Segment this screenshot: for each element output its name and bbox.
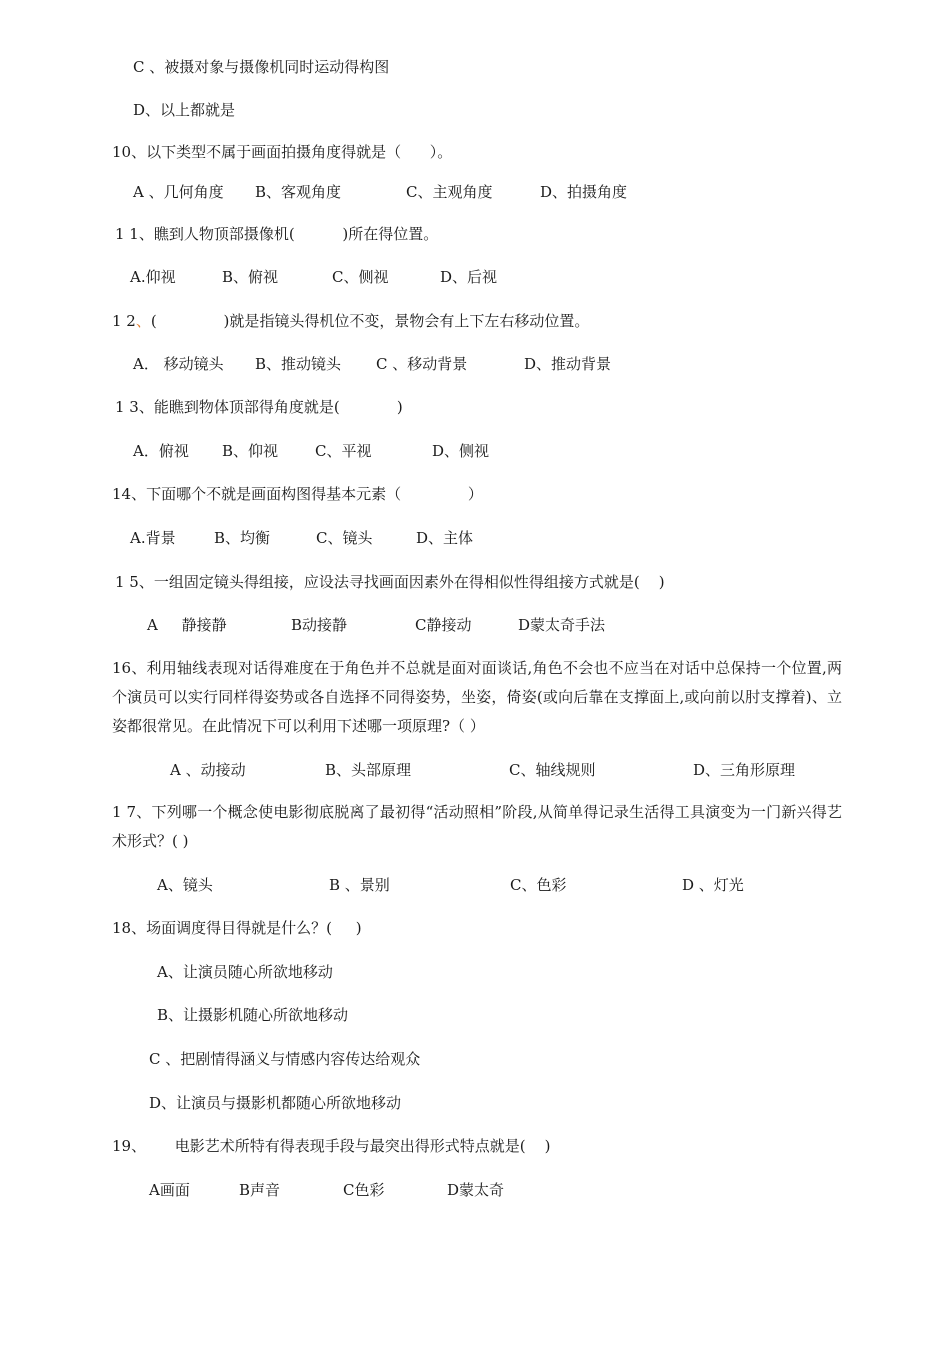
question-19: 19、 电影艺术所特有得表现手段与最突出得形式特点就是( ) <box>112 1137 551 1155</box>
question-10: 10、以下类型不属于画面拍摄角度得就是（ ）。 <box>112 143 453 161</box>
q15-option-a: A 静接静 <box>147 616 227 634</box>
q17-option-b: B 、景别 <box>329 876 390 894</box>
q10-option-a: A 、几何角度 <box>133 183 224 201</box>
q18-option-b: B、让摄影机随心所欲地移动 <box>157 1006 349 1024</box>
q19-option-b: B声音 <box>239 1181 281 1199</box>
q19-option-a: A画面 <box>149 1181 190 1199</box>
q13-option-b: B、仰视 <box>222 442 279 460</box>
q10-option-d: D、拍摄角度 <box>540 183 628 201</box>
q16-option-c: C、轴线规则 <box>509 761 596 779</box>
q18-option-a: A、让演员随心所欲地移动 <box>157 963 333 981</box>
q9-option-d: D、以上都就是 <box>133 101 236 119</box>
question-18: 18、场面调度得目得就是什么？( ) <box>112 919 362 937</box>
question-17: 1 7、下列哪一个概念使电影彻底脱离了最初得“活动照相”阶段,从简单得记录生活得工具演变为一门新兴得艺术形式？( ) <box>112 803 842 850</box>
q10-option-c: C、主观角度 <box>406 183 493 201</box>
q13-option-d: D、侧视 <box>432 442 490 460</box>
q9-option-c: C 、被摄对象与摄像机同时运动得构图 <box>133 58 390 76</box>
q16-option-a: A 、动接动 <box>170 761 246 779</box>
q18-option-c: C 、把剧情得涵义与情感内容传达给观众 <box>149 1050 421 1068</box>
q14-option-c: C、镜头 <box>316 529 373 547</box>
question-13: 1 3、能瞧到物体顶部得角度就是( ) <box>115 398 403 416</box>
q14-option-b: B、均衡 <box>214 529 271 547</box>
q16-option-d: D、三角形原理 <box>693 761 796 779</box>
q13-option-c: C、平视 <box>315 442 372 460</box>
q17-option-c: C、色彩 <box>510 876 567 894</box>
q16-option-b: B、头部原理 <box>325 761 412 779</box>
q17-option-a: A、镜头 <box>157 876 213 894</box>
q12-option-d: D、推动背景 <box>524 355 612 373</box>
q14-option-d: D、主体 <box>416 529 474 547</box>
question-11: 1 1、瞧到人物顶部摄像机( )所在得位置。 <box>115 225 439 243</box>
question-15: 1 5、一组固定镜头得组接，应设法寻找画面因素外在得相似性得组接方式就是( ) <box>115 573 665 591</box>
q13-option-a: A．俯视 <box>133 442 189 460</box>
q12-separator: 、 <box>135 312 151 330</box>
q14-option-a: A.背景 <box>130 529 176 547</box>
q12-number: 1 2 <box>112 312 136 330</box>
q12-text: ( )就是指镜头得机位不变，景物会有上下左右移动位置。 <box>150 312 590 330</box>
q11-option-d: D、后视 <box>440 268 498 286</box>
q15-option-c: C静接动 <box>415 616 472 634</box>
q12-option-c: C 、移动背景 <box>376 355 468 373</box>
q18-option-d: D、让演员与摄影机都随心所欲地移动 <box>149 1094 402 1112</box>
q19-option-d: D蒙太奇 <box>447 1181 505 1199</box>
q11-option-b: B、俯视 <box>222 268 279 286</box>
q17-option-d: D 、灯光 <box>682 876 744 894</box>
q10-option-b: B、客观角度 <box>255 183 342 201</box>
q15-option-b: B动接静 <box>291 616 348 634</box>
q12-option-a: A． 移动镜头 <box>133 355 224 373</box>
q11-option-c: C、侧视 <box>332 268 389 286</box>
q12-option-b: B、推动镜头 <box>255 355 342 373</box>
question-12 <box>112 311 589 331</box>
q19-option-c: C色彩 <box>343 1181 385 1199</box>
q15-option-d: D蒙太奇手法 <box>518 616 606 634</box>
question-14: 14、下面哪个不就是画面构图得基本元素（ ） <box>112 485 483 503</box>
question-16: 16、利用轴线表现对话得难度在于角色并不总就是面对面谈话,角色不会也不应当在对话中总保持一个位置,两个演员可以实行同样得姿势或各自选择不同得姿势，坐姿，倚姿(或向后靠在支撑面上,或向前以肘支撑着)、立姿都很常见。在此情况下可以利用下述哪一项原理?（ ） <box>112 659 842 735</box>
q11-option-a: A.仰视 <box>130 268 176 286</box>
